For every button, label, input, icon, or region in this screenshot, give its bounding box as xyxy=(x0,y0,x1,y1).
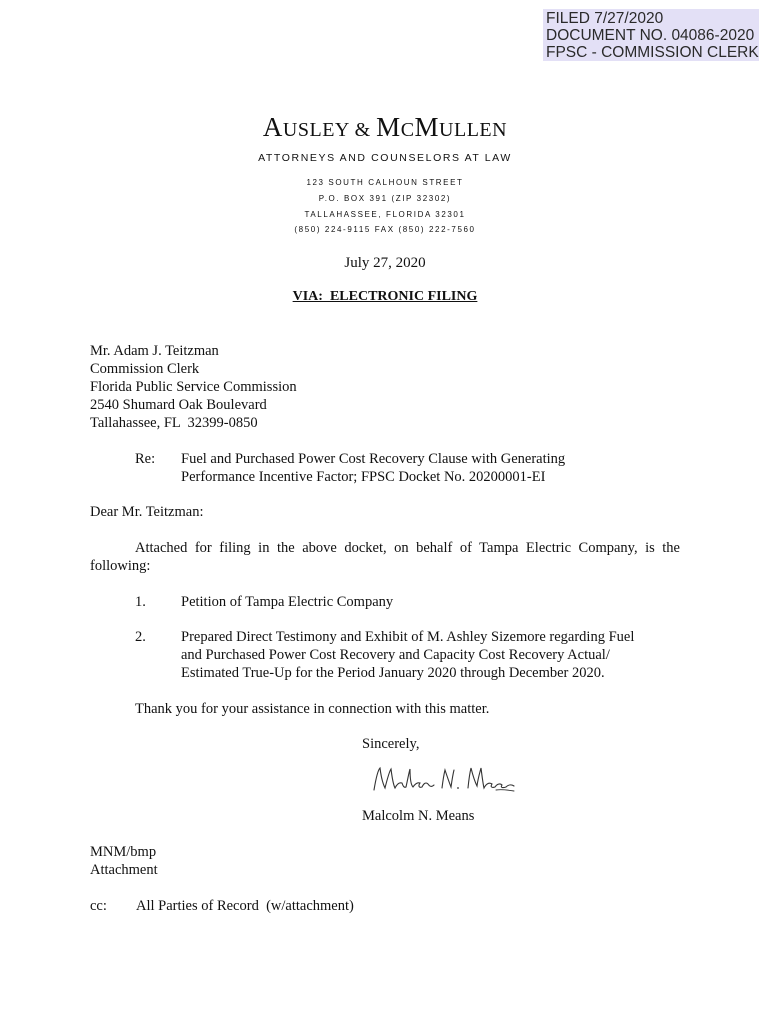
re-subject-line: Performance Incentive Factor; FPSC Docket No. 20200001-EI xyxy=(181,469,546,485)
firm-address-phone: (850) 224-9115 FAX (850) 222-7560 xyxy=(294,225,476,234)
letter-date: July 27, 2020 xyxy=(344,255,426,271)
re-label: Re: xyxy=(135,451,156,467)
item-number: 2. xyxy=(135,629,146,645)
recipient-line: Tallahassee, FL 32399-0850 xyxy=(90,415,258,431)
recipient-line: Mr. Adam J. Teitzman xyxy=(90,343,219,359)
recipient-line: Commission Clerk xyxy=(90,361,200,377)
closing: Sincerely, xyxy=(362,736,420,752)
handwritten-signature xyxy=(368,760,520,800)
stamp-filed-date: FILED 7/27/2020 xyxy=(546,10,664,27)
stamp-document-number: DOCUMENT NO. 04086-2020 xyxy=(546,27,755,44)
recipient-address xyxy=(90,342,297,432)
body-paragraph: Attached for filing in the above docket, on behalf of Tampa Electric Company, is the following: xyxy=(90,540,680,574)
firm-name-part: USLEY xyxy=(282,119,350,141)
item-line: and Purchased Power Cost Recovery and Capacity Cost Recovery Actual/ xyxy=(181,647,610,663)
item-number: 1. xyxy=(135,594,146,610)
delivery-method: VIA: ELECTRONIC FILING xyxy=(292,289,478,304)
firm-name xyxy=(0,112,770,143)
firm-name-part: C xyxy=(400,119,415,141)
firm-name-part: M xyxy=(414,112,440,142)
closing-thanks: Thank you for your assistance in connection with this matter. xyxy=(135,701,490,717)
salutation: Dear Mr. Teitzman: xyxy=(90,504,204,520)
recipient-line: 2540 Shumard Oak Boulevard xyxy=(90,397,267,413)
item-line: Prepared Direct Testimony and Exhibit of M. Ashley Sizemore regarding Fuel xyxy=(181,629,635,645)
reference-initials xyxy=(90,843,158,879)
item-text xyxy=(181,628,634,682)
cc-label: cc: xyxy=(90,898,107,914)
item-line: Petition of Tampa Electric Company xyxy=(181,594,394,610)
signer-name: Malcolm N. Means xyxy=(362,808,475,824)
firm-subtitle: ATTORNEYS AND COUNSELORS AT LAW xyxy=(258,152,512,164)
firm-address-street: 123 SOUTH CALHOUN STREET xyxy=(306,178,464,187)
item-text xyxy=(181,593,393,611)
item-line: Estimated True-Up for the Period January 2020 through December 2020. xyxy=(181,665,605,681)
stamp-clerk: FPSC - COMMISSION CLERK xyxy=(546,44,759,61)
firm-name-part: & xyxy=(349,119,377,141)
firm-address-pobox: P.O. BOX 391 (ZIP 32302) xyxy=(318,194,452,203)
firm-name-part: A xyxy=(262,112,283,142)
recipient-line: Florida Public Service Commission xyxy=(90,379,297,395)
firm-name-part: ULLEN xyxy=(439,119,508,141)
cc-recipients: All Parties of Record (w/attachment) xyxy=(136,898,354,914)
re-subject xyxy=(181,450,565,486)
firm-address-city: TALLAHASSEE, FLORIDA 32301 xyxy=(304,210,466,219)
firm-name-part: M xyxy=(376,112,401,142)
enclosure-line: Attachment xyxy=(90,862,158,878)
re-subject-line: Fuel and Purchased Power Cost Recovery Clause with Generating xyxy=(181,451,566,467)
filing-stamp xyxy=(543,9,759,61)
initials-line: MNM/bmp xyxy=(90,844,157,860)
